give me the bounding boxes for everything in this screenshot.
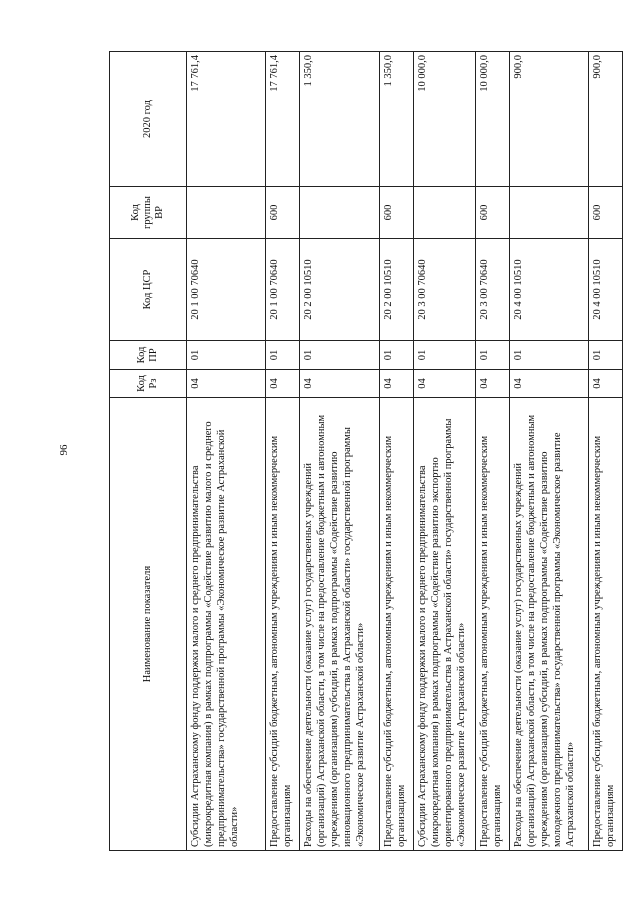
row-vr: 600 (476, 187, 510, 239)
header-csr: Код ЦСР (110, 239, 187, 341)
row-pr: 01 (380, 341, 414, 370)
page-number: 96 (58, 444, 70, 456)
row-vr (300, 187, 380, 239)
row-name: Предоставление субсидий бюджетным, автономным учреждениям и иным некоммерческим организациям (380, 398, 414, 851)
row-amount: 1 350,0 (380, 52, 414, 187)
header-vr: Код группы ВР (110, 187, 187, 239)
rotated-table-container (109, 52, 616, 851)
row-pr: 01 (510, 341, 589, 370)
row-name: Расходы на обеспечение деятельности (оказание услуг) государственных учреждений (организаций) Астраханской области, в том числе на предоставление бюджетным и автономным учреждениям (организациям) субсидий, в рамках подпрограммы «Содействие развитию инновационного предпринимательства в Астраханской области» государственной программы «Экономическое развитие Астраханской области» (300, 398, 380, 851)
row-pr: 01 (414, 341, 476, 370)
table-header-row (110, 52, 187, 851)
row-vr (414, 187, 476, 239)
row-csr: 20 3 00 70640 (414, 239, 476, 341)
row-amount: 17 761,4 (266, 52, 300, 187)
row-vr (510, 187, 589, 239)
row-rz: 04 (476, 370, 510, 398)
row-vr: 600 (589, 187, 623, 239)
table-row (380, 52, 414, 851)
row-csr: 20 1 00 70640 (266, 239, 300, 341)
row-name: Субсидии Астраханскому фонду поддержки малого и среднего предпринимательства (микрокредитная компания) в рамках подпрограммы «Содействие развитию малого и среднего предпринимательства» государственной программы «Экономическое развитие Астраханской области» (187, 398, 266, 851)
table-row (476, 52, 510, 851)
row-amount: 900,0 (589, 52, 623, 187)
row-csr: 20 4 00 10510 (589, 239, 623, 341)
header-rz: Код Рз (110, 370, 187, 398)
row-csr: 20 4 00 10510 (510, 239, 589, 341)
row-csr: 20 1 00 70640 (187, 239, 266, 341)
row-name: Расходы на обеспечение деятельности (оказание услуг) государственных учреждений (организаций) Астраханской области, в том числе на предоставление бюджетным и автономным учреждениям (организациям) субсидий, в рамках подпрограммы «Содействие развитию молодежного предпринимательства» государственной программы «Экономическое развитие Астраханской области» (510, 398, 589, 851)
row-rz: 04 (589, 370, 623, 398)
table-row (510, 52, 589, 851)
table-row (414, 52, 476, 851)
row-vr (187, 187, 266, 239)
row-rz: 04 (380, 370, 414, 398)
row-csr: 20 2 00 10510 (300, 239, 380, 341)
row-rz: 04 (510, 370, 589, 398)
header-name: Наименование показателя (110, 398, 187, 851)
row-rz: 04 (187, 370, 266, 398)
row-rz: 04 (414, 370, 476, 398)
row-pr: 01 (187, 341, 266, 370)
row-pr: 01 (589, 341, 623, 370)
row-pr: 01 (300, 341, 380, 370)
row-amount: 17 761,4 (187, 52, 266, 187)
row-name: Предоставление субсидий бюджетным, автономным учреждениям и иным некоммерческим организациям (266, 398, 300, 851)
row-name: Предоставление субсидий бюджетным, автономным учреждениям и иным некоммерческим организациям (589, 398, 623, 851)
table-row (187, 52, 266, 851)
row-csr: 20 3 00 70640 (476, 239, 510, 341)
table-row (589, 52, 623, 851)
row-name: Субсидии Астраханскому фонду поддержки малого и среднего предпринимательства (микрокредитная компания) в рамках подпрограммы «Содействие развитию экспортно ориентированного предпринимательства в Астраханской области» государственной программы «Экономическое развитие Астраханской области» (414, 398, 476, 851)
row-vr: 600 (380, 187, 414, 239)
budget-table (109, 51, 623, 851)
table-row (300, 52, 380, 851)
header-year: 2020 год (110, 52, 187, 187)
header-pr: Код ПР (110, 341, 187, 370)
row-rz: 04 (300, 370, 380, 398)
row-amount: 10 000,0 (414, 52, 476, 187)
row-pr: 01 (266, 341, 300, 370)
row-pr: 01 (476, 341, 510, 370)
table-row (266, 52, 300, 851)
row-amount: 10 000,0 (476, 52, 510, 187)
row-amount: 1 350,0 (300, 52, 380, 187)
row-vr: 600 (266, 187, 300, 239)
row-amount: 900,0 (510, 52, 589, 187)
row-name: Предоставление субсидий бюджетным, автономным учреждениям и иным некоммерческим организациям (476, 398, 510, 851)
row-rz: 04 (266, 370, 300, 398)
row-csr: 20 2 00 10510 (380, 239, 414, 341)
